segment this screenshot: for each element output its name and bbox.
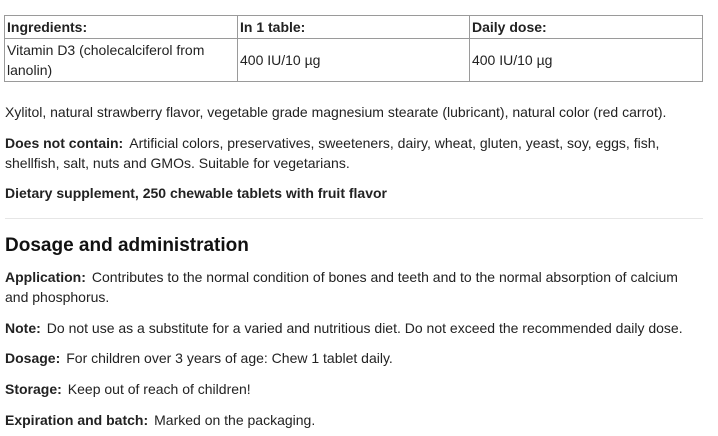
note-label: Note:	[5, 320, 41, 336]
cell-ingredient: Vitamin D3 (cholecalciferol from lanolin)	[5, 39, 238, 82]
does-not-contain-text: Artificial colors, preservatives, sweeteners, dairy, wheat, gluten, yeast, soy, eggs, fish, shellfish, salt, nuts and GMOs. Suitable for vegetarians.	[5, 135, 660, 171]
storage-label: Storage:	[5, 381, 62, 397]
does-not-contain-label: Does not contain:	[5, 135, 124, 151]
note-paragraph	[5, 318, 705, 338]
table-header-row	[5, 16, 703, 39]
expiration-paragraph	[5, 410, 705, 430]
dosage-paragraph	[5, 348, 705, 368]
application-paragraph	[5, 267, 705, 307]
storage-paragraph	[5, 379, 705, 399]
header-daily-dose: Daily dose:	[469, 16, 702, 39]
other-ingredients-text: Xylitol, natural strawberry flavor, vegetable grade magnesium stearate (lubricant), natural color (red carrot).	[5, 104, 667, 120]
header-per-tablet: In 1 table:	[238, 16, 470, 39]
dosage-label: Dosage:	[5, 350, 61, 366]
cell-daily-dose: 400 IU/10 µg	[469, 39, 702, 82]
dosage-text: For children over 3 years of age: Chew 1 tablet daily.	[66, 350, 393, 366]
section-title: Dosage and administration	[5, 235, 249, 256]
cell-per-tablet: 400 IU/10 µg	[238, 39, 470, 82]
application-text: Contributes to the normal condition of bones and teeth and to the normal absorption of calcium and phosphorus.	[5, 269, 678, 305]
expiration-label: Expiration and batch:	[5, 412, 149, 428]
section-divider	[5, 218, 703, 219]
storage-text: Keep out of reach of children!	[67, 381, 251, 397]
table-row	[5, 39, 703, 82]
expiration-text: Marked on the packaging.	[154, 412, 316, 428]
supplement-description: Dietary supplement, 250 chewable tablets with fruit flavor	[5, 185, 387, 201]
ingredients-table	[4, 15, 703, 82]
header-ingredients: Ingredients:	[5, 16, 238, 39]
application-label: Application:	[5, 269, 86, 285]
does-not-contain-paragraph	[5, 133, 705, 173]
note-text: Do not use as a substitute for a varied and nutritious diet. Do not exceed the recommended daily dose.	[46, 320, 683, 336]
